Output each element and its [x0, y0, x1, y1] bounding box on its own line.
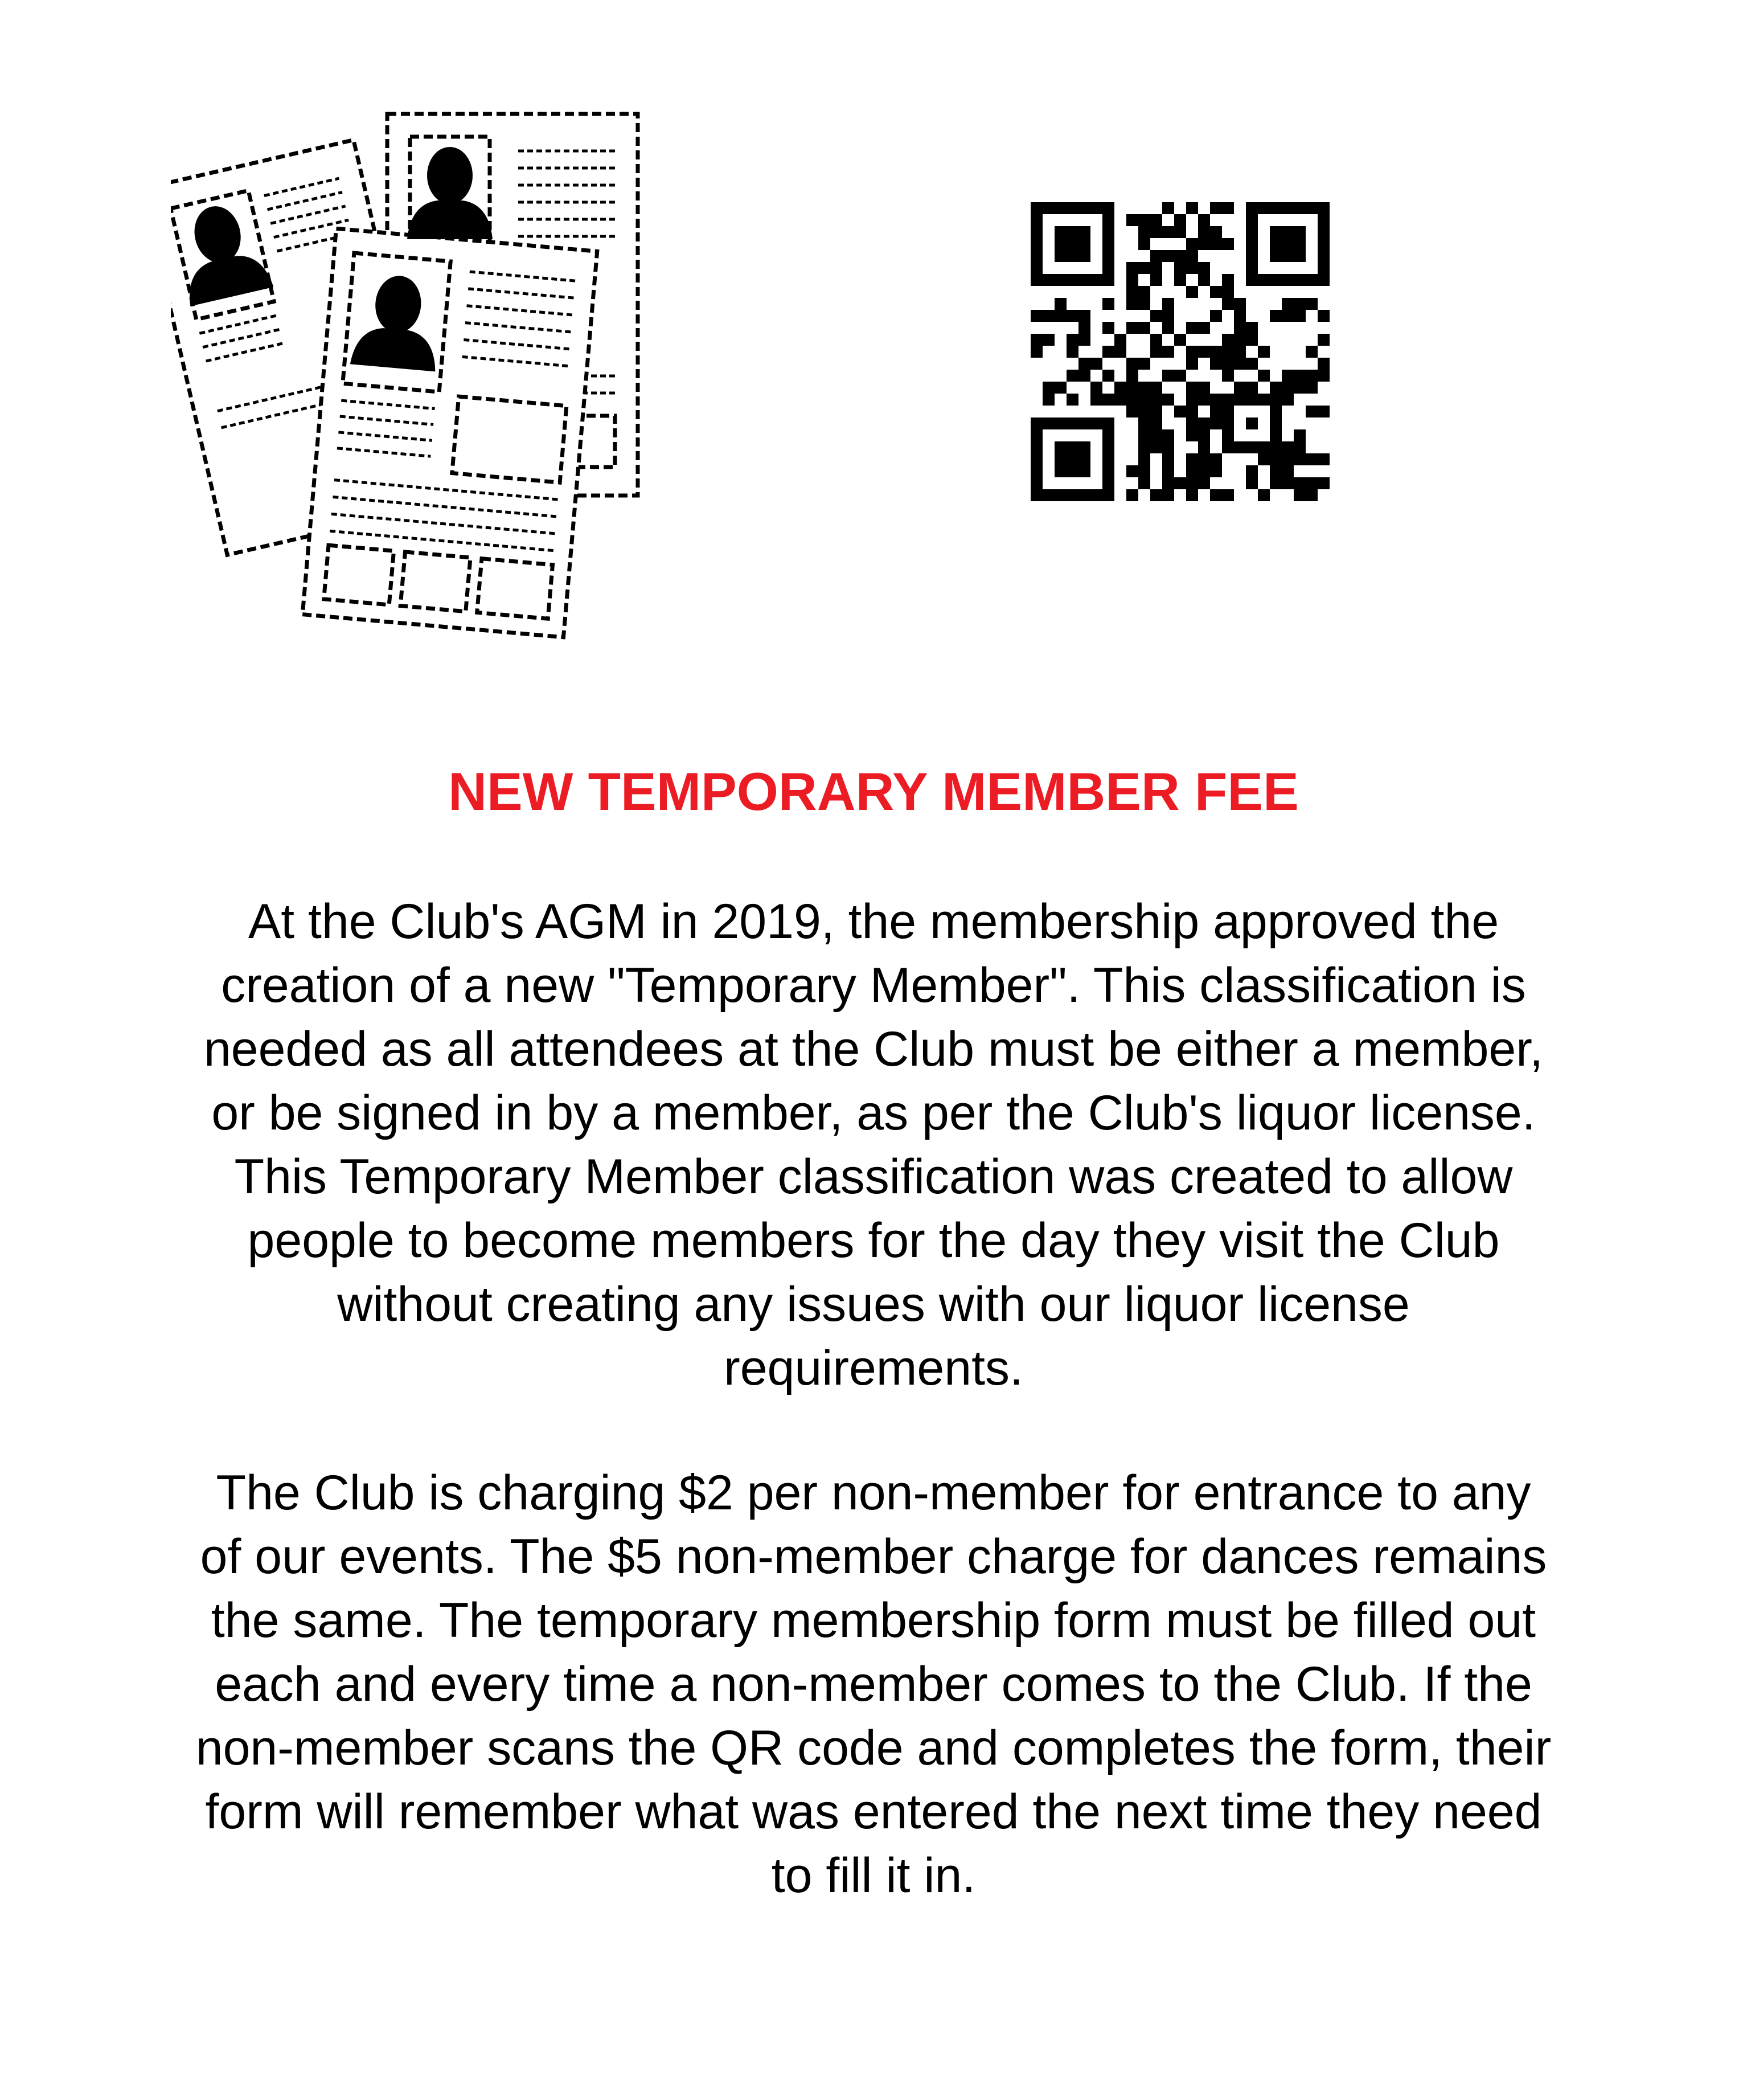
text-line: to fill it in.: [771, 1848, 976, 1903]
text-line: people to become members for the day they visit the Club: [247, 1213, 1500, 1268]
text-line: each and every time a non-member comes to the Club. If the: [215, 1657, 1532, 1712]
text-line: The Club is charging $2 per non-member for entrance to any: [216, 1466, 1531, 1520]
membership-forms-icon: [171, 57, 752, 644]
text-line: This Temporary Member classification was created to allow: [234, 1149, 1513, 1204]
text-line: without creating any issues with our liquor license: [337, 1277, 1410, 1332]
paragraph-fee-details: [80, 1461, 1667, 1907]
text-line: creation of a new "Temporary Member". This classification is: [221, 958, 1526, 1013]
text-line: requirements.: [724, 1341, 1023, 1395]
page-title: NEW TEMPORARY MEMBER FEE: [448, 762, 1299, 821]
text-line: non-member scans the QR code and completes the form, their: [195, 1721, 1552, 1775]
text-line: the same. The temporary membership form must be filled out: [211, 1593, 1536, 1648]
text-line: form will remember what was entered the next time they need: [205, 1784, 1542, 1839]
qr-code-icon[interactable]: [1031, 202, 1330, 501]
text-line: needed as all attendees at the Club must be either a member,: [203, 1022, 1544, 1076]
paragraph-temporary-member: [80, 890, 1667, 1400]
text-line: of our events. The $5 non-member charge for dances remains: [200, 1529, 1547, 1584]
text-line: At the Club's AGM in 2019, the membership approved the: [248, 894, 1499, 949]
text-line: or be signed in by a member, as per the Club's liquor license.: [211, 1086, 1536, 1140]
